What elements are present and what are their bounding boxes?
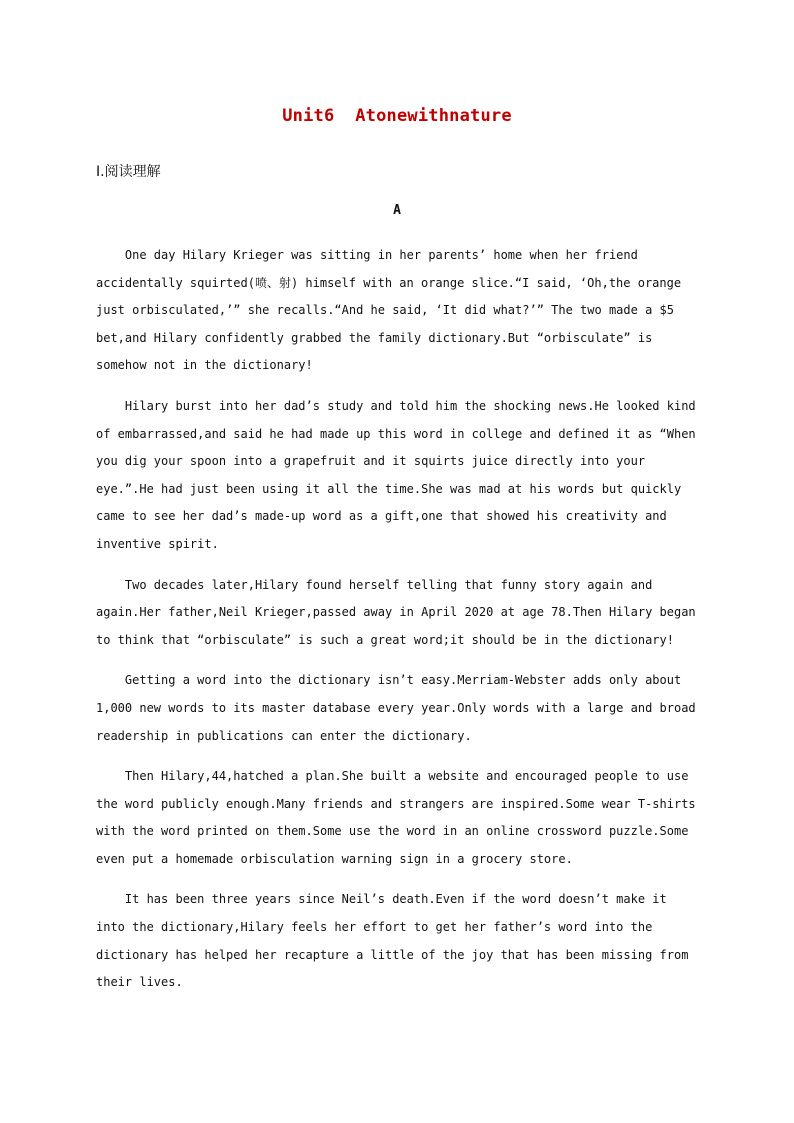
paragraph-6 [96, 886, 702, 996]
paragraph-line: accidentally squirted(喷、射) himself with an orange slice.“I said, ‘Oh,the orange [96, 275, 682, 290]
paragraph-line: readership in publications can enter the dictionary. [96, 728, 472, 743]
paragraph-line: just orbisculated,’” she recalls.“And he said, ‘It did what?’” The two made a $5 [96, 303, 674, 318]
paragraph-line: of embarrassed,and said he had made up this word in college and defined it as “When [96, 426, 696, 441]
paragraph-line: Two decades later,Hilary found herself telling that funny story again and [96, 577, 653, 592]
paragraph-line: even put a homemade orbisculation warning sign in a grocery store. [96, 851, 573, 866]
paragraph-line: you dig your spoon into a grapefruit and it squirts juice directly into your [96, 454, 646, 469]
paragraph-5 [96, 763, 702, 873]
paragraph-1 [96, 242, 702, 380]
unit-title: Unit6 Atonewithnature [282, 106, 512, 126]
paragraph-line: the word publicly enough.Many friends and strangers are inspired.Some wear T-shirts [96, 796, 696, 811]
paragraph-line: into the dictionary,Hilary feels her effort to get her father’s word into the [96, 920, 653, 935]
paragraph-4 [96, 667, 702, 750]
paragraph-line: with the word printed on them.Some use the word in an online crossword puzzle.Some [96, 824, 689, 839]
paragraph-line: It has been three years since Neil’s death.Even if the word doesn’t make it [96, 892, 667, 907]
paragraph-line: somehow not in the dictionary! [96, 358, 313, 373]
passage-body [96, 242, 702, 1010]
paragraph-line: again.Her father,Neil Krieger,passed away in April 2020 at age 78.Then Hilary began [96, 605, 696, 620]
paragraph-line: Getting a word into the dictionary isn’t easy.Merriam-Webster adds only about [96, 673, 682, 688]
paragraph-2 [96, 393, 702, 559]
paragraph-line: bet,and Hilary confidently grabbed the family dictionary.But “orbisculate” is [96, 330, 653, 345]
paragraph-line: Then Hilary,44,hatched a plan.She built a website and encouraged people to use [96, 769, 689, 784]
paragraph-line: dictionary has helped her recapture a little of the joy that has been missing from [96, 947, 689, 962]
section-heading: Ⅰ.阅读理解 [96, 164, 161, 180]
paragraph-line: came to see her dad’s made-up word as a gift,one that showed his creativity and [96, 509, 667, 524]
paragraph-line: Hilary burst into her dad’s study and told him the shocking news.He looked kind [96, 398, 696, 413]
paragraph-3 [96, 572, 702, 655]
paragraph-line: to think that “orbisculate” is such a great word;it should be in the dictionary! [96, 632, 674, 647]
paragraph-line: inventive spirit. [96, 536, 219, 551]
paragraph-line: eye.”.He had just been using it all the time.She was mad at his words but quickly [96, 481, 682, 496]
paragraph-line: their lives. [96, 975, 183, 990]
passage-label: A [393, 203, 401, 218]
paragraph-line: One day Hilary Krieger was sitting in her parents’ home when her friend [96, 248, 638, 262]
paragraph-line: 1,000 new words to its master database every year.Only words with a large and broad [96, 700, 696, 715]
